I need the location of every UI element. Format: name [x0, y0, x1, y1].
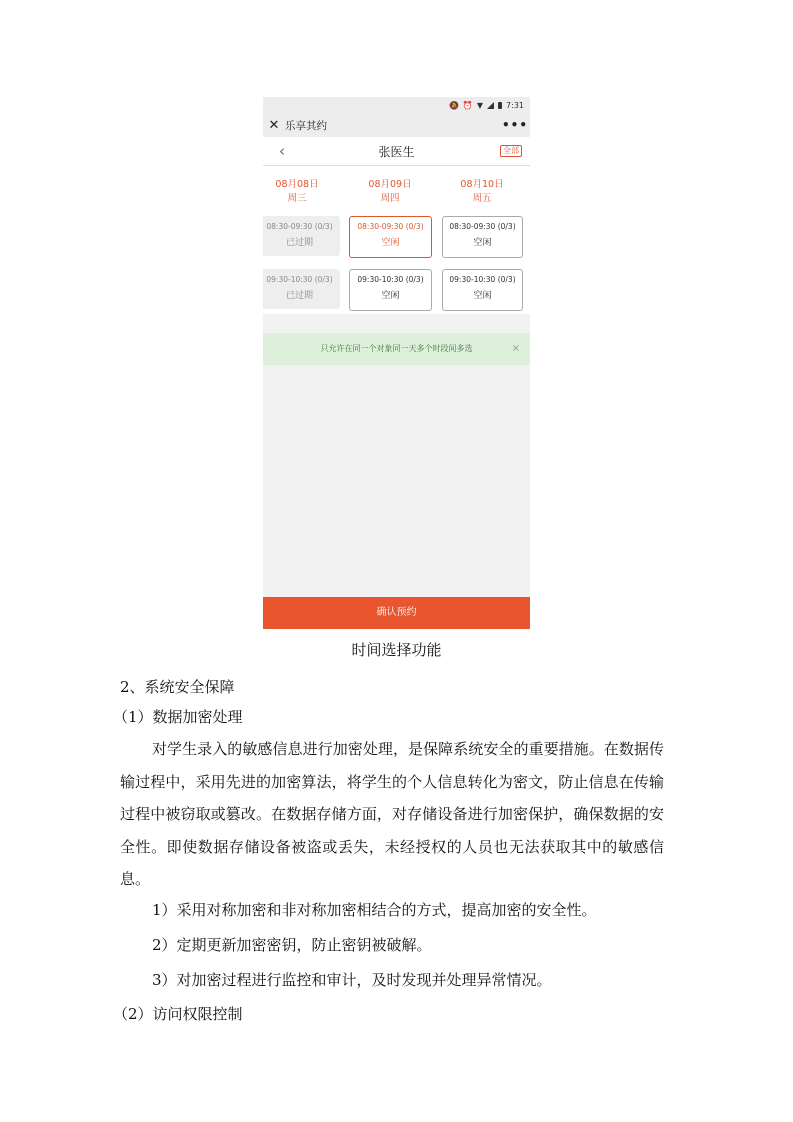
slot-time: 08:30-09:30 (0/3) [357, 222, 424, 231]
subsection-heading: （1）数据加密处理 [113, 708, 243, 726]
day-header [263, 178, 337, 206]
battery-icon [498, 102, 502, 109]
slot-status: 已过期 [285, 238, 313, 248]
slot-status: 空闲 [381, 291, 400, 301]
slot-time: 08:30-09:30 (0/3) [449, 222, 516, 231]
all-button[interactable]: 全部 [500, 145, 522, 157]
signal-icon [487, 102, 494, 109]
slot-status: 空闲 [473, 238, 492, 248]
time-slot-selected[interactable] [349, 216, 432, 258]
day-header [442, 178, 522, 206]
chevron-left-icon[interactable]: ‹ [279, 142, 285, 160]
figure-caption: 时间选择功能 [351, 641, 442, 659]
section-heading: 2、系统安全保障 [120, 678, 235, 696]
more-menu-button[interactable]: ••• [501, 118, 528, 132]
day-date: 08月08日 [275, 179, 319, 190]
status-time: 7:31 [506, 100, 524, 110]
app-title: 乐享其约 [285, 119, 327, 132]
list-item: 1）采用对称加密和非对称加密相结合的方式，提高加密的安全性。 [152, 901, 597, 919]
slot-status: 空闲 [381, 238, 400, 248]
day-weekday: 周五 [472, 193, 492, 204]
schedule-grid [263, 166, 530, 314]
list-item: 2）定期更新加密密钥，防止密钥被破解。 [152, 936, 432, 954]
mute-icon: 🔕 [448, 100, 459, 110]
slot-time: 09:30-10:30 (0/3) [266, 275, 333, 284]
subsection-heading: （2）访问权限控制 [113, 1005, 243, 1023]
tip-text: 只允许在同一个对象同一天多个时段间多选 [320, 344, 473, 353]
info-tip [263, 333, 530, 365]
doctor-name: 张医生 [378, 144, 415, 159]
app-screenshot [263, 97, 530, 629]
time-slot-expired [263, 269, 340, 309]
day-header [350, 178, 430, 206]
close-tip-icon[interactable]: × [511, 343, 520, 354]
time-slot[interactable] [349, 269, 432, 311]
time-slot[interactable] [442, 216, 523, 258]
body-paragraph: 对学生录入的敏感信息进行加密处理，是保障系统安全的重要措施。在数据传输过程中，采用先进的加密算法，将学生的个人信息转化为密文，防止信息在传输过程中被窃取或篡改。在数据存储方面，对存储设备进行加密保护，确保数据的安全性。即使数据存储设备被盗或丢失，未经授权的人员也无法获取其中的敏感信息。 [120, 740, 664, 888]
doctor-nav-bar [263, 137, 530, 166]
day-date: 08月09日 [368, 179, 412, 190]
slot-time: 09:30-10:30 (0/3) [357, 275, 424, 284]
slot-status: 已过期 [285, 291, 313, 301]
slot-time: 09:30-10:30 (0/3) [449, 275, 516, 284]
close-icon[interactable]: ✕ [268, 117, 280, 133]
day-weekday: 周三 [287, 193, 307, 204]
list-item: 3）对加密过程进行监控和审计，及时发现并处理异常情况。 [152, 971, 552, 989]
time-slot-expired [263, 216, 340, 256]
status-bar [263, 97, 530, 113]
time-slot[interactable] [442, 269, 523, 311]
confirm-booking-button[interactable]: 确认预约 [263, 597, 530, 629]
day-date: 08月10日 [460, 179, 504, 190]
slot-status: 空闲 [473, 291, 492, 301]
day-weekday: 周四 [380, 193, 400, 204]
slot-time: 08:30-09:30 (0/3) [266, 222, 333, 231]
app-title-bar [263, 113, 530, 137]
wifi-icon: ▼ [476, 100, 484, 110]
alarm-icon: ⏰ [462, 100, 473, 110]
